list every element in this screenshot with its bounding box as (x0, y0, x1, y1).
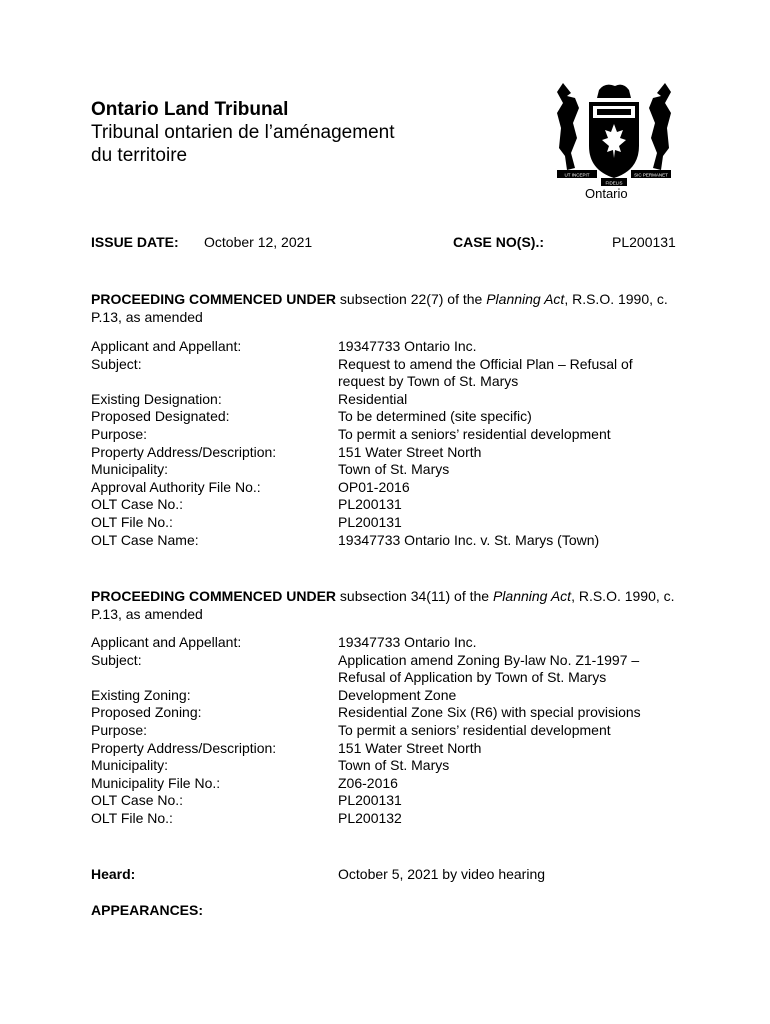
proceeding-2-fields (91, 634, 678, 828)
field-row: OLT Case Name: 19347733 Ontario Inc. v. St. Marys (Town) (91, 531, 600, 548)
tribunal-name-fr-line2: du territoire (91, 145, 188, 166)
heard-value: October 5, 2021 by video hearing (338, 866, 546, 882)
field-row: Property Address/Description: 151 Water Street North (91, 443, 482, 460)
field-row: Purpose: To permit a seniors’ residential development (91, 425, 611, 442)
field-row: OLT Case No.: PL200131 (91, 792, 402, 809)
ontario-wordmark: Ontario (585, 186, 628, 201)
field-row: Property Address/Description: 151 Water Street North (91, 739, 482, 756)
issue-date-value: October 12, 2021 (204, 234, 313, 250)
field-row: OLT Case No.: PL200131 (91, 496, 402, 513)
field-row: Approval Authority File No.: OP01-2016 (91, 478, 410, 495)
proceeding-heading-1: PROCEEDING COMMENCED UNDER subsection 22(7) of the Planning Act, R.S.O. 1990, c. P.13, as amended (91, 291, 668, 325)
field-row: Existing Zoning: Development Zone (91, 686, 457, 703)
proceeding-heading-2: PROCEEDING COMMENCED UNDER subsection 34(11) of the Planning Act, R.S.O. 1990, c. P.13, as amended (91, 588, 675, 622)
field-row: Subject: Application amend Zoning By-law No. Z1-1997 – Refusal of Application by Town of St. Marys (91, 651, 640, 686)
field-row: Subject: Request to amend the Official Plan – Refusal of request by Town of St. Marys (91, 355, 633, 390)
motto-center: FIDELIS (605, 180, 623, 186)
field-row: Existing Designation: Residential (91, 390, 408, 407)
appearances-heading: APPEARANCES: (91, 902, 204, 918)
tribunal-title (91, 98, 394, 167)
field-row: Proposed Zoning: Residential Zone Six (R6) with special provisions (91, 704, 641, 721)
case-number-label: CASE NO(S).: (453, 234, 544, 250)
tribunal-name-fr-line1: Tribunal ontarien de l’aménagement (91, 122, 395, 143)
field-row: Municipality: Town of St. Marys (91, 461, 450, 478)
field-row: Municipality: Town of St. Marys (91, 757, 450, 774)
motto-left: UT INCEPIT (564, 172, 590, 178)
field-row: Applicant and Appellant: 19347733 Ontario Inc. (91, 338, 477, 354)
ontario-coat-of-arms-icon (553, 78, 675, 203)
field-row: OLT File No.: PL200131 (91, 513, 402, 530)
field-row: Municipality File No.: Z06-2016 (91, 774, 398, 791)
case-number-value: PL200131 (612, 234, 676, 250)
field-row: Applicant and Appellant: 19347733 Ontario Inc. (91, 634, 477, 650)
field-row: Purpose: To permit a seniors’ residential development (91, 721, 611, 738)
motto-right: SIC PERMANET (634, 172, 668, 178)
issue-date-label: ISSUE DATE: (91, 234, 179, 250)
heard-label: Heard: (91, 866, 136, 882)
heard-row (91, 866, 545, 882)
field-row: OLT File No.: PL200132 (91, 809, 402, 826)
tribunal-name-en: Ontario Land Tribunal (91, 99, 289, 120)
field-row: Proposed Designated: To be determined (site specific) (91, 408, 532, 425)
proceeding-1-fields (91, 338, 678, 549)
